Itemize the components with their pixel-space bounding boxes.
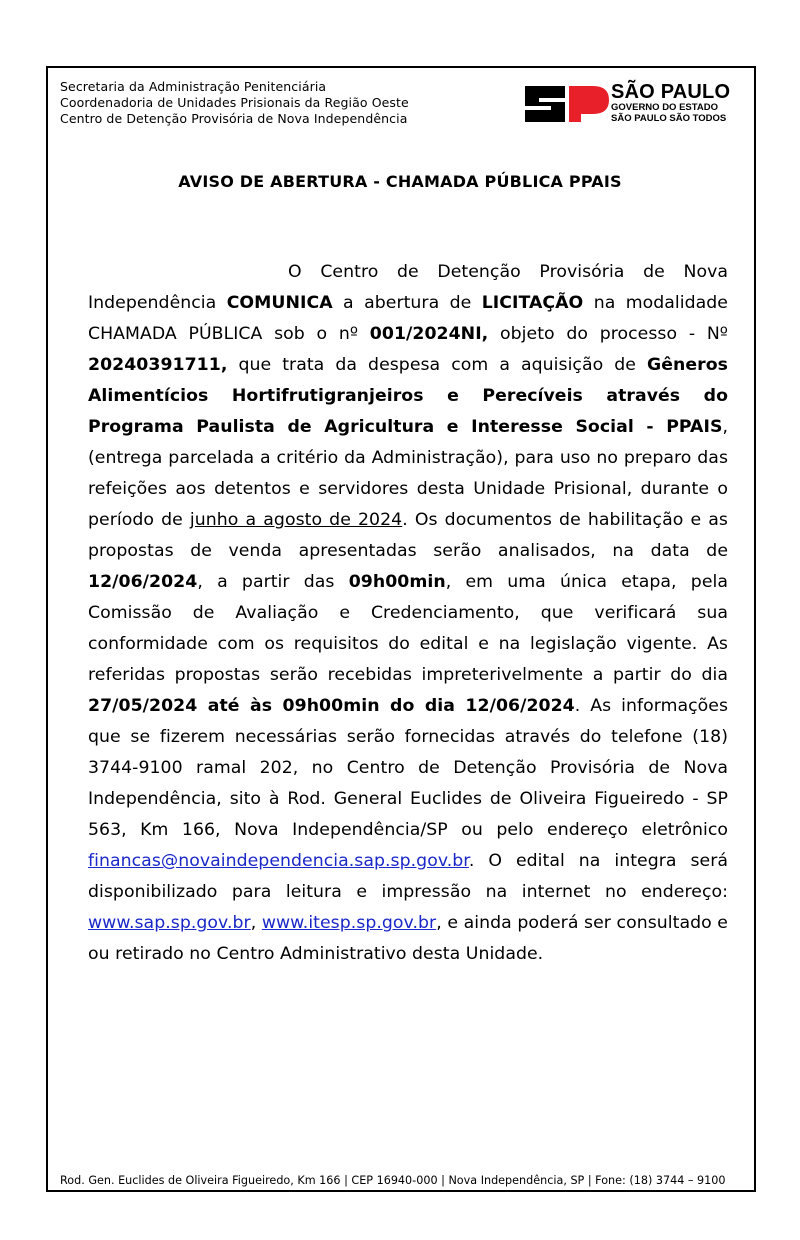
body-bold-hora: 09h00min [348, 572, 446, 592]
header-institution [60, 79, 409, 127]
body-text-segment: . Os documentos de habilitação e as propostas de venda apresentadas serão analisados, na data de [88, 510, 728, 561]
itesp-website-link[interactable]: www.itesp.sp.gov.br [261, 913, 437, 933]
email-link[interactable]: financas@novaindependencia.sap.sp.gov.br [88, 851, 469, 871]
body-text-segment: objeto do processo - Nº [488, 324, 728, 344]
body-bold-comunica: COMUNICA [226, 293, 333, 313]
p-mark-icon [569, 86, 609, 122]
body-text-segment: . O edital na integra será disponibilizado para leitura e impressão na internet no endereço: [88, 851, 728, 902]
body-text-segment: , a partir das [197, 572, 349, 592]
document-body [88, 257, 728, 970]
body-bold-processo: 20240391711, [88, 355, 228, 375]
body-text-segment: que trata da despesa com a aquisição de [227, 355, 648, 375]
body-text-segment: na modalidade CHAMADA PÚBLICA sob o nº [88, 293, 728, 344]
footer-address: Rod. Gen. Euclides de Oliveira Figueiredo, Km 166 | CEP 16940-000 | Nova Independência, SP | Fone: (18) 3744 – 9100 [60, 1174, 726, 1187]
s-mark-icon [525, 86, 565, 122]
body-text-segment: O Centro de Detenção Provisória de Nova Independência [88, 262, 728, 313]
body-text-segment: , em uma única etapa, pela Comissão de Avaliação e Credenciamento, que verificará sua conformidade com os requisitos do edital e na legislação vigente. As referidas propostas serão recebidas impreterivelmente a partir do dia [88, 572, 728, 685]
document-title: AVISO DE ABERTURA - CHAMADA PÚBLICA PPAIS [178, 172, 622, 191]
logo-text [611, 82, 730, 124]
body-underline-periodo: junho a agosto de 2024 [189, 510, 403, 530]
logo-subtitle-governo: GOVERNO DO ESTADO [611, 102, 718, 113]
body-text-segment: , [250, 913, 262, 933]
body-bold-numero: 001/2024NI, [369, 324, 489, 344]
body-text-segment: , e ainda poderá ser consultado e ou retirado no Centro Administrativo desta Unidade. [88, 913, 728, 964]
body-text-segment: . As informações que se fizerem necessárias serão fornecidas através do telefone (18) 3744-9100 ramal 202, no Centro de Detenção Provisória de Nova Independência, sito à Rod. General Euclides de Oliveira Figueiredo - SP 563, Km 166, Nova Independência/SP ou pelo endereço eletrônico [88, 696, 728, 840]
header-line-coordenadoria: Coordenadoria de Unidades Prisionais da Região Oeste [60, 95, 409, 110]
body-text-segment: , (entrega parcelada a critério da Administração), para uso no preparo das refeições aos detentos e servidores desta Unidade Prisional, durante o período de [88, 417, 728, 530]
logo-subtitle-slogan: SÃO PAULO SÃO TODOS [611, 113, 727, 124]
body-bold-objeto: Gêneros Alimentícios Hortifrutigranjeiros e Perecíveis através do Programa Paulista de Agricultura e Interesse Social - PPAIS [88, 355, 728, 437]
logo-title: SÃO PAULO [611, 81, 731, 103]
body-bold-licitacao: LICITAÇÃO [481, 293, 584, 313]
sap-website-link[interactable]: www.sap.sp.gov.br [88, 913, 251, 933]
header-line-centro: Centro de Detenção Provisória de Nova Independência [60, 111, 408, 126]
body-text-segment: a abertura de [332, 293, 482, 313]
body-bold-data: 12/06/2024 [88, 572, 198, 592]
header-line-secretaria: Secretaria da Administração Penitenciária [60, 79, 327, 94]
body-bold-prazo: 27/05/2024 até às 09h00min do dia 12/06/2024 [88, 696, 575, 716]
